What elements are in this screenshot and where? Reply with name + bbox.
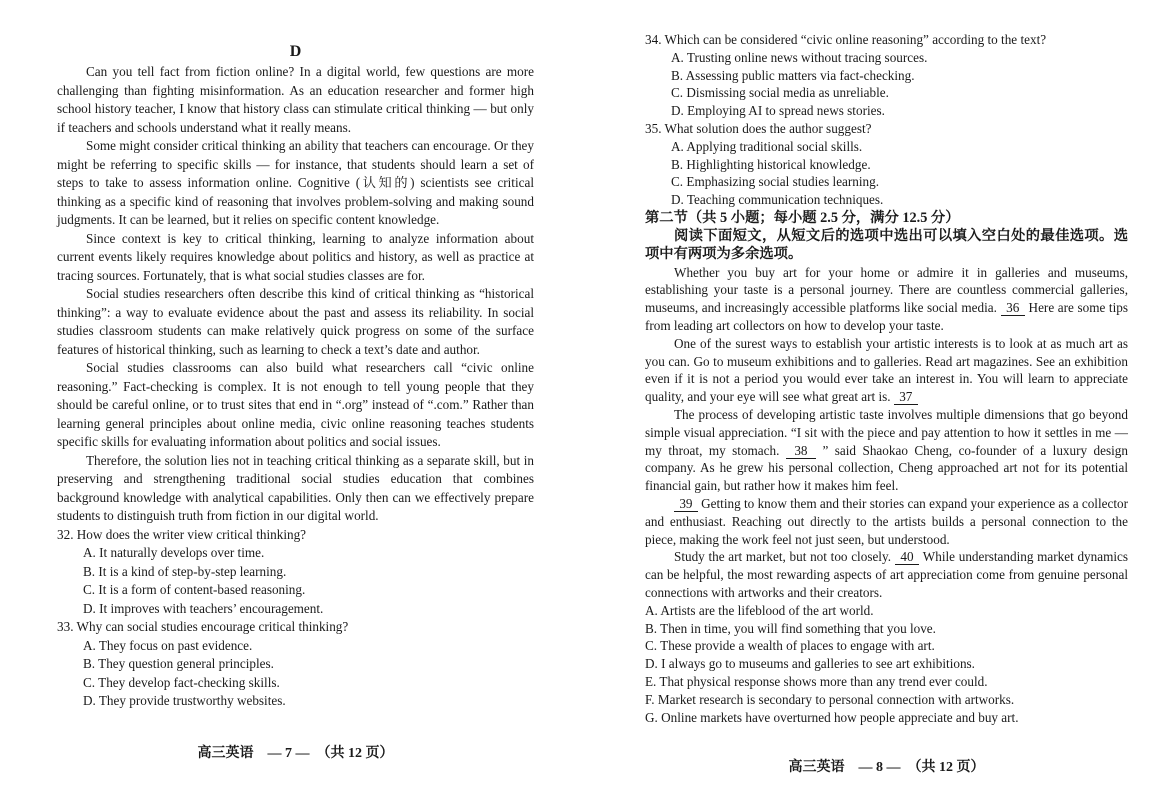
left-column xyxy=(57,42,534,711)
passage-paragraph: Some might consider critical thinking an ability that teachers can encourage. Or they might be referring to specific skills — for instance, that students should learn a set of steps to take to assess information online. Cognitive (认知的) scientists see critical thinking as a specific kind of reasoning that involves problem-solving and making sound judgments. It can be learned, but it relies on specific content knowledge. xyxy=(57,138,534,227)
question-option: C. It is a form of content-based reasoning. xyxy=(83,582,306,597)
question-option: D. It improves with teachers’ encouragement. xyxy=(83,600,324,616)
cloze-option-list xyxy=(645,602,1128,727)
cloze-option: C. These provide a wealth of places to engage with art. xyxy=(645,638,935,654)
passage-paragraph: Can you tell fact from fiction online? In a digital world, few questions are more challenging than fighting misinformation. As an education researcher and former high school history teacher, I know that history class can stimulate critical thinking — but only if teachers and schools understand what it really means. xyxy=(57,64,534,135)
question-option: A. It naturally develops over time. xyxy=(83,545,265,560)
cloze-option: A. Artists are the lifeblood of the art world. xyxy=(645,602,874,618)
right-column xyxy=(645,31,1128,726)
question-stem: 33. Why can social studies encourage critical thinking? xyxy=(57,619,349,634)
passage-paragraph: Social studies classrooms can also build what researchers call “civic online reasoning.” Fact-checking is complex. It is not enough to tell young people that they should be careful online, or to trust sites that end in “.org” instead of “.com.” Rather than learning general principles about online media, civic online reasoning teaches students specific skills for evaluating information about politics and social issues. xyxy=(57,360,534,449)
cloze-blank: 40 xyxy=(896,549,918,565)
question-option: A. Trusting online news without tracing sources. xyxy=(671,49,928,65)
question-32 xyxy=(57,526,534,619)
question-34 xyxy=(645,31,1128,120)
passage-paragraph: Since context is key to critical thinking, learning to analyze information about current events likely requires knowledge about politics and history, as well as practice at tracing sources. Fortunately, that is what social studies classes are for. xyxy=(57,230,534,283)
question-option: C. They develop fact-checking skills. xyxy=(83,674,280,690)
cloze-option: D. I always go to museums and galleries to see art exhibitions. xyxy=(645,656,975,672)
cloze-blank: 39 xyxy=(676,495,696,511)
question-option: D. Employing AI to spread news stories. xyxy=(671,103,885,119)
cloze-paragraph: The process of developing artistic taste involves multiple dimensions that go beyond simple visual appreciation. “I sit with the piece and pay attention to how it settles in me — my throat, my stomach. 38 ” said Shaokao Cheng, co-founder of a luxury design company. As he grew his personal collection, Cheng approached art not for its potential financial gain, but rather how it makes him feel. xyxy=(645,406,1128,494)
cloze-paragraph: Study the art market, but not too closely. 40 While understanding market dynamics can be helpful, the most rewarding aspects of art appreciation come from genuine personal connections with artworks and their creators. xyxy=(645,549,1129,600)
page-footer-left: 高三英语 — 7 — （共 12 页） xyxy=(197,746,394,761)
question-option: B. They question general principles. xyxy=(83,656,274,671)
question-option: B. Assessing public matters via fact-checking. xyxy=(671,67,915,83)
cloze-blank: 38 xyxy=(787,442,814,458)
cloze-option: E. That physical response shows more than any trend ever could. xyxy=(645,673,988,689)
cloze-paragraph: One of the surest ways to establish your artistic interests is to look at as much art as you can. Go to museum exhibitions and to galleries. Read art magazines. See an exhibition even if it is not a period you would ever take an interest in. You will learn to appreciate quality, and your eye will see what great art is. 37 xyxy=(645,335,1128,405)
cloze-option: F. Market research is secondary to personal connection with artworks. xyxy=(645,691,1015,707)
question-option: B. It is a kind of step-by-step learning. xyxy=(83,563,287,579)
question-35 xyxy=(645,120,1128,209)
cloze-paragraph: 39 Getting to know them and their stories can expand your experience as a collector and enthusiast. Reaching out directly to the artists builds a personal connection to the piece, making the work feel not just seen, but understood. xyxy=(645,495,1128,547)
section-instructions: 阅读下面短文，从短文后的选项中选出可以填入空白处的最佳选项。选项中有两项为多余选项。 xyxy=(645,228,1128,263)
question-option: D. Teaching communication techniques. xyxy=(671,192,884,208)
question-option: B. Highlighting historical knowledge. xyxy=(671,156,871,172)
passage-paragraph: Social studies researchers often describe this kind of critical thinking as “historical thinking”: a way to evaluate evidence about the past and assess its reliability. In social studies classroom students can make relatively quick progress on some of the surface features of historical thinking, such as learning to check a text’s date and author. xyxy=(57,286,534,357)
question-option: D. They provide trustworthy websites. xyxy=(83,693,286,708)
question-option: C. Dismissing social media as unreliable. xyxy=(671,85,889,101)
section-heading: 第二节（共 5 小题；每小题 2.5 分，满分 12.5 分） xyxy=(645,209,960,226)
cloze-option: B. Then in time, you will find something that you love. xyxy=(645,620,936,636)
cloze-blank: 36 xyxy=(1002,300,1023,316)
passage-paragraph: Therefore, the solution lies not in teaching critical thinking as a separate skill, but in preserving and strengthening traditional social studies education that combines background knowledge with analytical capabilities. Only then can we effectively prepare students to distinguish truth from fiction in our digital world. xyxy=(57,452,534,523)
question-option: C. Emphasizing social studies learning. xyxy=(671,174,880,190)
cloze-option: G. Online markets have overturned how people appreciate and buy art. xyxy=(645,709,1019,725)
question-stem: 32. How does the writer view critical thinking? xyxy=(57,526,307,542)
question-stem: 34. Which can be considered “civic online reasoning” according to the text? xyxy=(645,32,1047,47)
cloze-blank: 37 xyxy=(895,389,916,405)
page-footer-right: 高三英语 — 8 — （共 12 页） xyxy=(788,760,985,775)
question-stem: 35. What solution does the author suggest? xyxy=(645,120,872,136)
question-33 xyxy=(57,618,534,711)
question-option: A. Applying traditional social skills. xyxy=(671,138,863,154)
question-option: A. They focus on past evidence. xyxy=(83,637,253,653)
passage-title-d: D xyxy=(289,43,302,60)
cloze-paragraph: Whether you buy art for your home or admire it in galleries and museums, establishing your taste is a personal journey. There are countless commercial galleries, museums, and increasingly accessible platforms like social media. 36 Here are some tips from leading art collectors on how to develop your taste. xyxy=(645,264,1128,333)
